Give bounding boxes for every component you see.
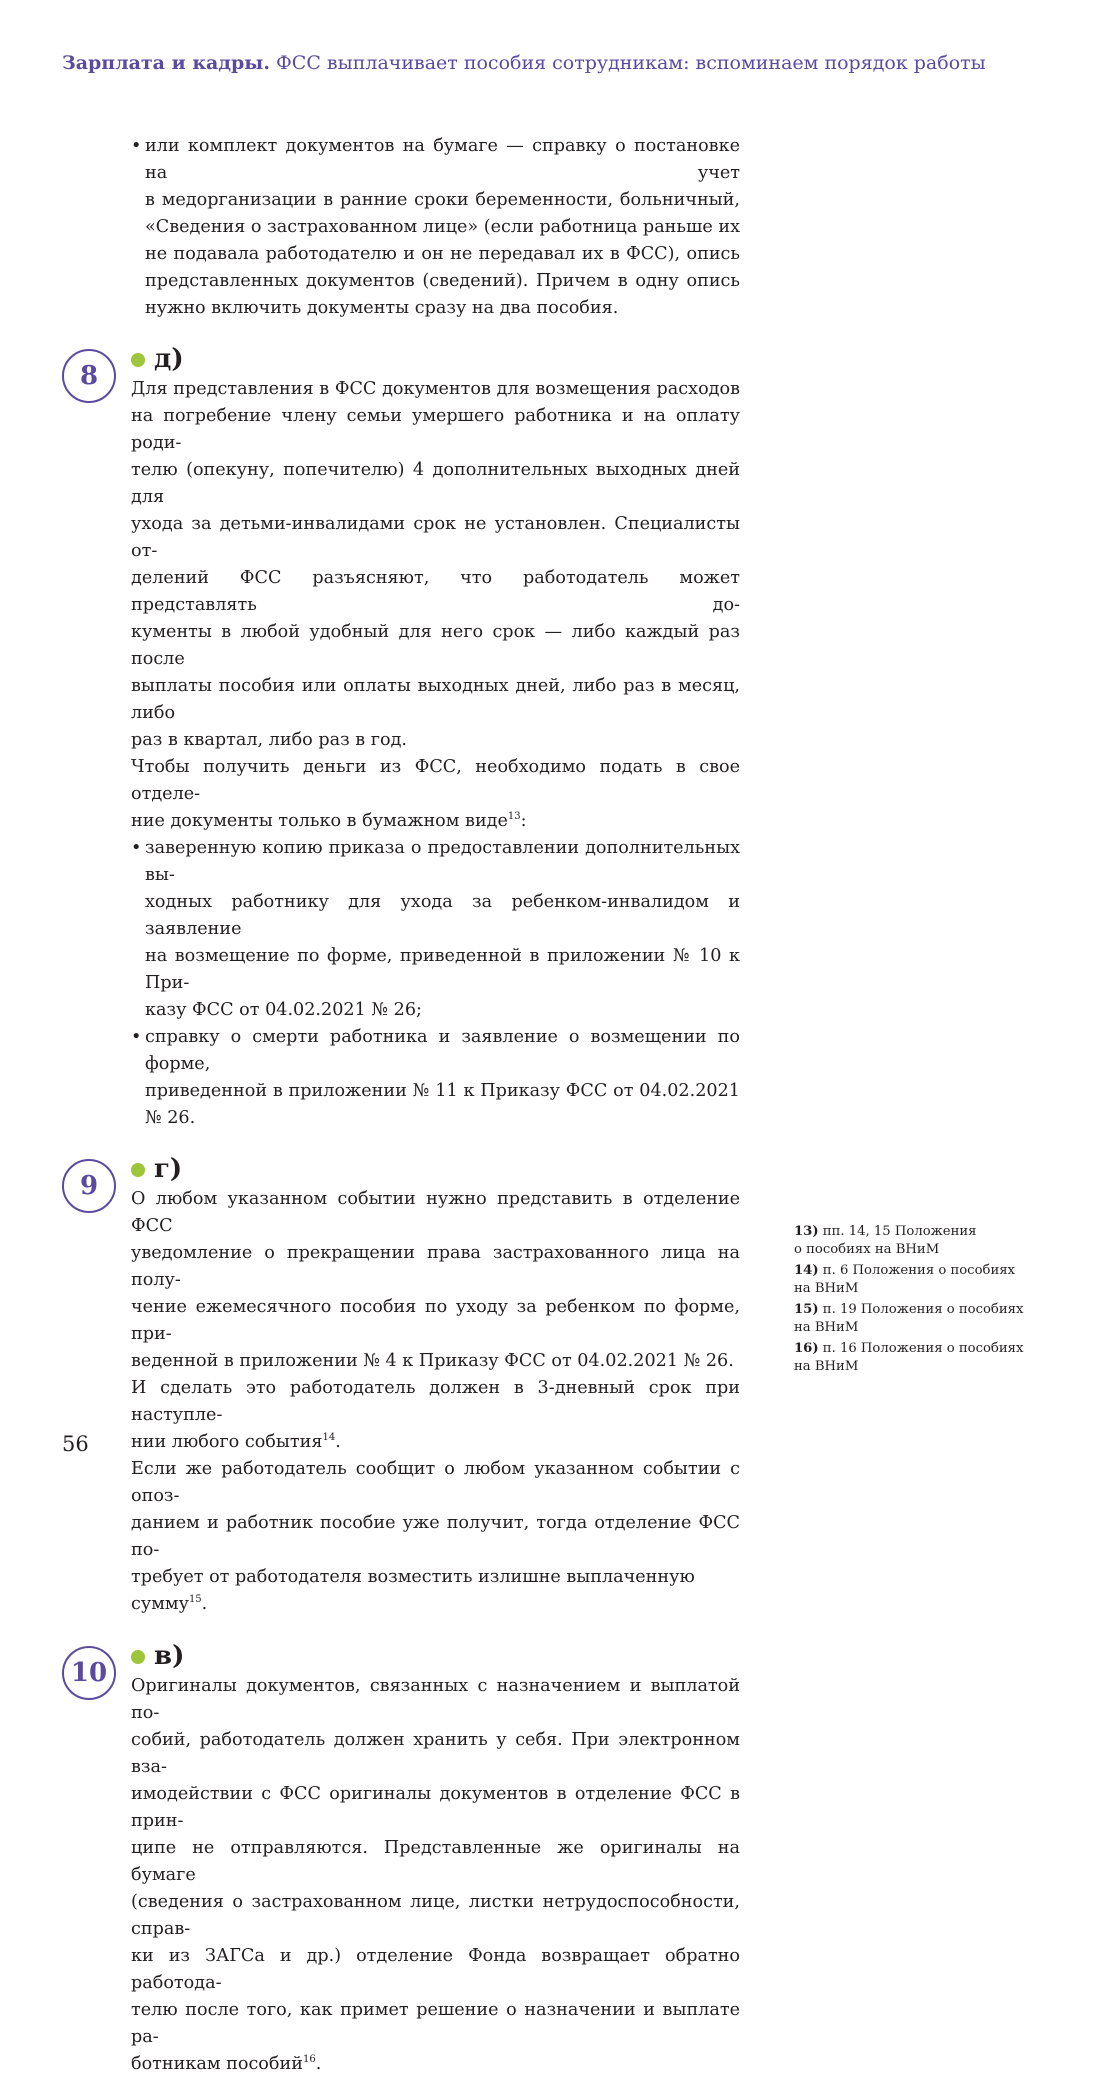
bullet-dot-icon: [131, 1163, 145, 1177]
answer-letter: в): [154, 1641, 185, 1671]
text-line: О любом указанном событии нужно представить в отделение ФСС: [131, 1189, 740, 1236]
text-line: собий, работодатель должен хранить у себя. При электронном вза-: [131, 1730, 740, 1777]
text-line: чение ежемесячного пособия по уходу за ребенком по форме, при-: [131, 1297, 740, 1344]
text-line: телю (опекуну, попечителю) 4 дополнительных выходных дней для: [131, 460, 740, 507]
text-line: данием и работник пособие уже получит, тогда отделение ФСС по-: [131, 1513, 740, 1560]
text-line: Оригиналы документов, связанных с назначением и выплатой по-: [131, 1676, 740, 1723]
footnote: 14) п. 6 Положения о пособиях на ВНиМ: [794, 1263, 1015, 1296]
answer-letter: д): [154, 344, 184, 374]
text-line: телю после того, как примет решение о назначении и выплате ра-: [131, 2000, 740, 2047]
text-line: требует от работодателя возместить излишне выплаченную сумму$^{15}$.: [131, 1567, 695, 1614]
text-line: представленных документов (сведений). Причем в одну опись: [145, 271, 740, 291]
text-line: казу ФСС от 04.02.2021 № 26;: [145, 1000, 422, 1020]
text-line: • или комплект документов на бумаге — справку о постановке на учет: [145, 136, 740, 183]
text-line: Если же работодатель сообщит о любом указанном событии с опоз-: [131, 1459, 740, 1506]
page-number: 56: [62, 1432, 89, 1456]
bullet-dot-icon: [131, 1650, 145, 1664]
text-line: ки из ЗАГСа и др.) отделение Фонда возвращает обратно работода-: [131, 1946, 740, 1993]
answer-heading: [131, 1643, 740, 1670]
text-line: «Сведения о застрахованном лице» (если работница раньше их: [145, 217, 740, 237]
footnote: 13) пп. 14, 15 Положения о пособиях на ВНиМ: [794, 1224, 977, 1257]
header-section: Зарплата и кадры.: [62, 52, 270, 74]
question-number-circle: 9: [62, 1159, 116, 1213]
list-item: [131, 835, 740, 1024]
answer-block-8: [79, 344, 740, 1132]
footnote: 16) п. 16 Положения о пособиях на ВНиМ: [794, 1341, 1024, 1374]
text-line: делений ФСС разъясняют, что работодатель может представлять до-: [131, 568, 740, 615]
question-number-circle: 10: [62, 1646, 116, 1700]
text-line: уведомление о прекращении права застрахованного лица на полу-: [131, 1243, 740, 1290]
answer-heading: [131, 346, 740, 373]
list-item: [131, 1024, 740, 1132]
question-number-circle: 8: [62, 349, 116, 403]
text-line: веденной в приложении № 4 к Приказу ФСС от 04.02.2021 № 26.: [131, 1351, 734, 1371]
text-line: имодействии с ФСС оригиналы документов в отделение ФСС в прин-: [131, 1784, 740, 1831]
text-line: выплаты пособия или оплаты выходных дней, либо раз в месяц, либо: [131, 676, 740, 723]
text-line: • справку о смерти работника и заявление о возмещении по форме,: [145, 1027, 740, 1074]
footnote-ref: 16: [302, 2054, 316, 2065]
intro-bullet: [131, 133, 740, 322]
text-line: в медорганизации в ранние сроки беременности, больничный,: [145, 190, 740, 210]
answer-heading: [131, 1156, 740, 1183]
footnote-ref: 13: [507, 811, 521, 822]
text-line: приведенной в приложении № 11 к Приказу ФСС от 04.02.2021: [145, 1081, 740, 1101]
text-line: И сделать это работодатель должен в 3-дневный срок при наступле-: [131, 1378, 740, 1425]
text-line: на погребение члену семьи умершего работника и на оплату роди-: [131, 406, 740, 453]
text-line: (сведения о застрахованном лице, листки нетрудоспособности, справ-: [131, 1892, 740, 1939]
page-header: [62, 52, 1062, 74]
text-line: • заверенную копию приказа о предоставлении дополнительных вы-: [145, 838, 740, 885]
text-line: на возмещение по форме, приведенной в приложении № 10 к При-: [145, 946, 740, 993]
text-line: раз в квартал, либо раз в год.: [131, 730, 408, 750]
text-line: ципе не отправляются. Представленные же оригиналы на бумаге: [131, 1838, 740, 1885]
text-line: ние документы только в бумажном виде$^{13}$:: [131, 811, 527, 831]
text-line: Для представления в ФСС документов для возмещения расходов: [131, 379, 740, 399]
text-line: № 26.: [145, 1108, 196, 1128]
text-line: нужно включить документы сразу на два пособия.: [145, 298, 619, 318]
answer-block-10: [70, 1641, 740, 2078]
footnote-ref: 15: [188, 1594, 202, 1605]
answer-letter: г): [154, 1154, 183, 1184]
text-line: не подавала работодателю и он не передавал их в ФСС), опись: [145, 244, 740, 264]
text-line: ходных работнику для ухода за ребенком-инвалидом и заявление: [145, 892, 740, 939]
header-title: ФСС выплачивает пособия сотрудникам: вспоминаем порядок работы: [276, 52, 986, 74]
footnotes: [794, 1223, 1034, 1379]
answer-block-9: [79, 1154, 740, 1618]
text-line: Чтобы получить деньги из ФСС, необходимо подать в свое отделе-: [131, 757, 740, 804]
text-line: ботникам пособий$^{16}$.: [131, 2054, 322, 2074]
text-line: нии любого события$^{14}$.: [131, 1432, 341, 1452]
footnote-ref: 14: [322, 1432, 336, 1443]
text-line: ухода за детьми-инвалидами срок не установлен. Специалисты от-: [131, 514, 740, 561]
bullet-dot-icon: [131, 353, 145, 367]
text-line: кументы в любой удобный для него срок — либо каждый раз после: [131, 622, 740, 669]
footnote: 15) п. 19 Положения о пособиях на ВНиМ: [794, 1302, 1024, 1335]
